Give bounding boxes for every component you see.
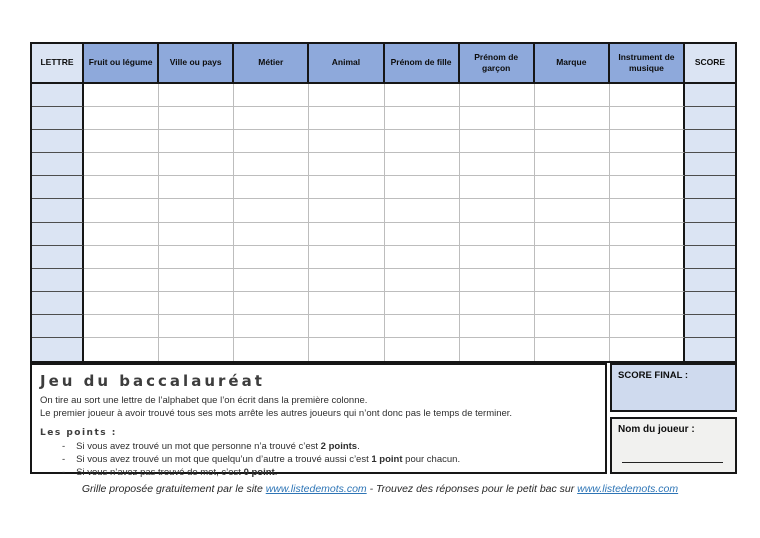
score-cell [685, 315, 735, 338]
answer-cell [159, 107, 234, 130]
letter-cell [32, 315, 84, 338]
answer-cell [460, 315, 535, 338]
answer-cell [385, 315, 460, 338]
score-final-label: SCORE FINAL : [618, 370, 689, 381]
score-final-box [610, 363, 737, 412]
answer-cell [535, 292, 610, 315]
answer-cell [159, 84, 234, 107]
answer-cell [535, 246, 610, 269]
answer-cell [385, 292, 460, 315]
letter-cell [32, 84, 84, 107]
answer-cell [460, 107, 535, 130]
points-rule-1: - Si vous avez trouvé un mot que personne n’a trouvé c’est 2 points. [62, 440, 597, 453]
score-cell [685, 246, 735, 269]
answer-cell [234, 176, 309, 199]
baccalaureat-table [30, 42, 737, 363]
answer-cell [535, 107, 610, 130]
letter-cell [32, 269, 84, 292]
answer-cell [309, 199, 384, 222]
answer-cell [84, 338, 159, 361]
score-cell [685, 269, 735, 292]
answer-cell [385, 84, 460, 107]
letter-cell [32, 292, 84, 315]
answer-cell [84, 153, 159, 176]
answer-cell [159, 176, 234, 199]
answer-cell [159, 223, 234, 246]
header-cell-prenom-de-fille: Prénom de fille [385, 44, 460, 84]
rule-paragraph-1: On tire au sort une lettre de l’alphabet que l’on écrit dans la première colonne. [40, 395, 368, 406]
answer-cell [84, 223, 159, 246]
footer-credit [0, 483, 760, 495]
answer-cell [610, 315, 685, 338]
score-cell [685, 153, 735, 176]
answer-cell [84, 246, 159, 269]
answer-cell [234, 292, 309, 315]
answer-cell [309, 269, 384, 292]
answer-cell [385, 269, 460, 292]
letter-cell [32, 199, 84, 222]
letter-cell [32, 153, 84, 176]
answer-cell [610, 223, 685, 246]
letter-cell [32, 246, 84, 269]
answer-cell [159, 153, 234, 176]
answer-cell [84, 176, 159, 199]
answer-cell [535, 84, 610, 107]
header-cell-prenom-de-garcon: Prénom de garçon [460, 44, 535, 84]
header-cell-ville-ou-pays: Ville ou pays [159, 44, 234, 84]
answer-cell [385, 223, 460, 246]
answer-cell [84, 107, 159, 130]
letter-cell [32, 107, 84, 130]
rule-paragraph-2: Le premier joueur à avoir trouvé tous ses mots arrête les autres joueurs qui n’ont donc pas le temps de terminer. [40, 408, 513, 420]
answer-cell [460, 338, 535, 361]
score-cell [685, 292, 735, 315]
answer-cell [234, 199, 309, 222]
score-cell [685, 199, 735, 222]
answer-cell [234, 107, 309, 130]
score-cell [685, 130, 735, 153]
answer-cell [84, 269, 159, 292]
answer-cell [385, 107, 460, 130]
letter-cell [32, 223, 84, 246]
answer-cell [84, 199, 159, 222]
answer-cell [159, 338, 234, 361]
answer-cell [610, 176, 685, 199]
answer-cell [234, 315, 309, 338]
answer-cell [460, 246, 535, 269]
answer-cell [385, 130, 460, 153]
header-cell-score: SCORE [685, 44, 735, 84]
score-cell [685, 223, 735, 246]
answer-cell [610, 153, 685, 176]
score-cell [685, 84, 735, 107]
answer-cell [610, 130, 685, 153]
answer-cell [159, 130, 234, 153]
answer-cell [535, 315, 610, 338]
answer-cell [309, 107, 384, 130]
header-cell-animal: Animal [309, 44, 384, 84]
answer-cell [159, 199, 234, 222]
points-rule-3: - Si vous n’avez pas trouvé de mot, c’est 0 point. [62, 466, 597, 479]
score-cell [685, 176, 735, 199]
answer-cell [460, 199, 535, 222]
answer-cell [460, 176, 535, 199]
footer-text-2: - Trouvez des réponses pour le petit bac sur [366, 483, 578, 495]
answer-cell [610, 84, 685, 107]
answer-cell [610, 246, 685, 269]
answer-cell [234, 223, 309, 246]
answer-cell [159, 292, 234, 315]
header-cell-metier: Métier [234, 44, 309, 84]
answer-cell [309, 223, 384, 246]
answer-cell [535, 223, 610, 246]
points-rule-2: - Si vous avez trouvé un mot que quelqu’un d’autre a trouvé aussi c’est 1 point pour chacun. [62, 453, 597, 466]
player-name-box [610, 417, 737, 474]
answer-cell [535, 338, 610, 361]
answer-cell [610, 199, 685, 222]
points-heading: Les points : [40, 427, 117, 438]
answer-cell [234, 84, 309, 107]
answer-cell [460, 269, 535, 292]
answer-cell [84, 84, 159, 107]
letter-cell [32, 130, 84, 153]
answer-cell [385, 199, 460, 222]
score-cell [685, 107, 735, 130]
answer-cell [535, 176, 610, 199]
answer-cell [84, 292, 159, 315]
footer-text-1: Grille proposée gratuitement par le site [81, 483, 266, 495]
footer-link-2[interactable]: www.listedemots.com [577, 483, 679, 495]
header-cell-fruit-ou-legume: Fruit ou légume [84, 44, 159, 84]
answer-cell [610, 292, 685, 315]
letter-cell [32, 338, 84, 361]
answer-cell [460, 153, 535, 176]
header-cell-marque: Marque [535, 44, 610, 84]
answer-cell [234, 130, 309, 153]
player-name-writing-line [622, 462, 723, 463]
answer-cell [309, 315, 384, 338]
answer-cell [460, 130, 535, 153]
answer-cell [460, 292, 535, 315]
header-cell-lettre: LETTRE [32, 44, 84, 84]
answer-cell [385, 176, 460, 199]
answer-cell [309, 153, 384, 176]
answer-cell [159, 269, 234, 292]
answer-cell [535, 199, 610, 222]
letter-cell [32, 176, 84, 199]
page-title: Jeu du baccalauréat [40, 372, 265, 390]
player-name-label: Nom du joueur : [618, 424, 695, 435]
answer-cell [385, 153, 460, 176]
answer-cell [309, 176, 384, 199]
answer-cell [234, 338, 309, 361]
answer-cell [309, 246, 384, 269]
footer-link-1[interactable]: www.listedemots.com [265, 483, 367, 495]
answer-cell [234, 246, 309, 269]
answer-cell [309, 130, 384, 153]
answer-cell [610, 338, 685, 361]
answer-cell [610, 107, 685, 130]
header-cell-instrument-de-musique: Instrument de musique [610, 44, 685, 84]
answer-cell [385, 338, 460, 361]
rules-panel [30, 363, 607, 479]
answer-cell [159, 246, 234, 269]
answer-cell [460, 223, 535, 246]
answer-cell [159, 315, 234, 338]
score-cell [685, 338, 735, 361]
answer-cell [234, 153, 309, 176]
answer-cell [309, 84, 384, 107]
answer-cell [234, 269, 309, 292]
answer-cell [535, 269, 610, 292]
answer-cell [610, 269, 685, 292]
answer-cell [84, 130, 159, 153]
answer-cell [535, 130, 610, 153]
answer-cell [309, 292, 384, 315]
answer-cell [84, 315, 159, 338]
answer-cell [535, 153, 610, 176]
answer-cell [385, 246, 460, 269]
answer-cell [309, 338, 384, 361]
answer-cell [460, 84, 535, 107]
